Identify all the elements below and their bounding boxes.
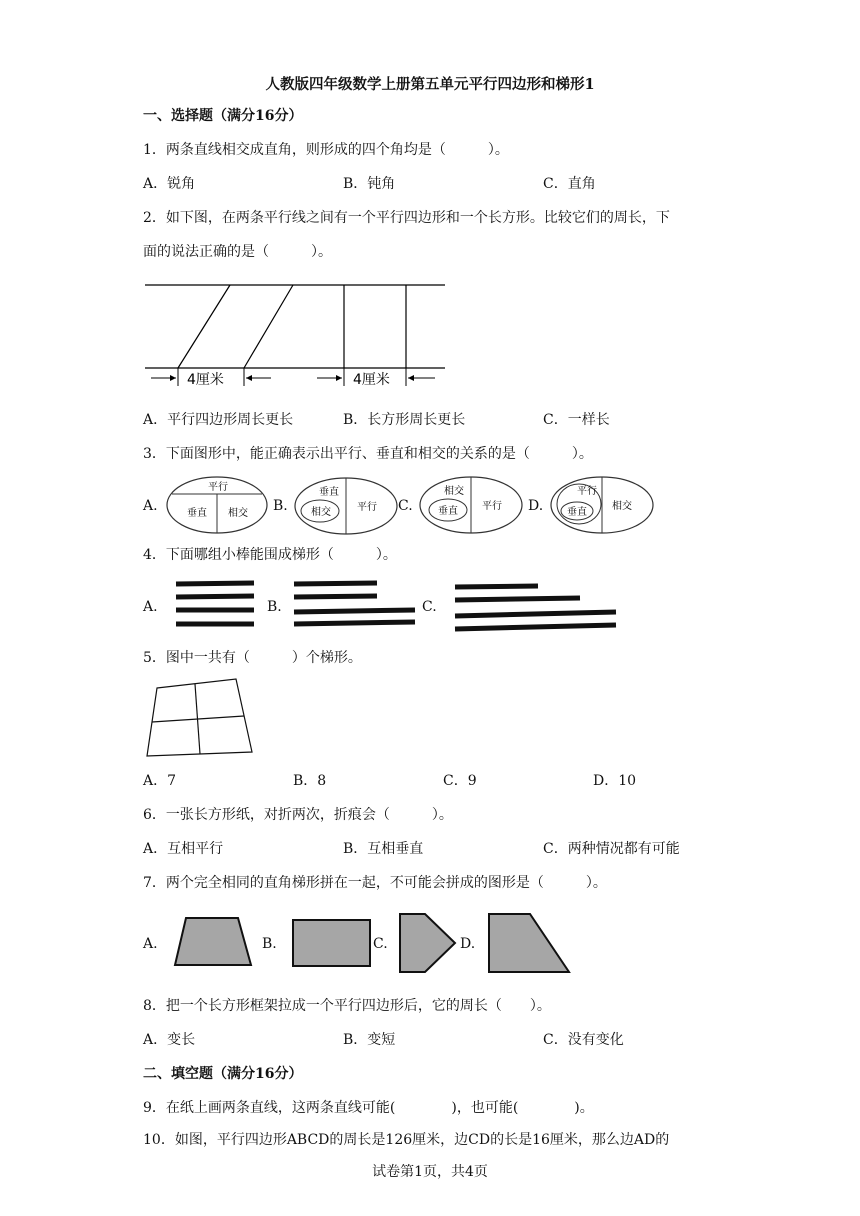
q3a-word-perp: 垂直 [187,508,207,519]
q7-shape-pentagon [397,911,459,975]
q7-shape-rectangle [290,917,374,969]
q3d-word-parallel: 平行 [577,486,597,497]
q7-shape-trapezoid [172,915,254,969]
q4-sticks-c [450,578,620,636]
dimension-label-left: 4厘米 [187,372,224,388]
parallel-lines-figure [143,276,448,394]
section-heading-fill: 二、填空题（满分16分） [143,1066,303,1082]
dimension-label-right: 4厘米 [353,372,390,388]
q3-diagram-d [549,474,656,536]
question-6: 6．一张长方形纸，对折两次，折痕会（ ）。 [143,807,453,823]
q8-option-b[interactable]: B．变短 [343,1032,396,1048]
q8-option-a[interactable]: A．变长 [143,1032,196,1048]
question-2-line1: 2．如下图，在两条平行线之间有一个平行四边形和一个长方形。比较它们的周长，下 [143,210,670,226]
q3b-word-intersect: 相交 [311,507,331,518]
q3-diagram-b [293,476,400,536]
question-5: 5．图中一共有（ ）个梯形。 [143,650,362,666]
q1-option-c[interactable]: C．直角 [543,176,596,192]
q3d-word-intersect: 相交 [612,501,632,512]
q4-sticks-b [289,578,419,632]
question-3: 3．下面图形中，能正确表示出平行、垂直和相交的关系的是（ ）。 [143,446,593,462]
q3c-word-perp: 垂直 [438,506,458,517]
q3c-word-parallel: 平行 [482,501,502,512]
q5-option-b[interactable]: B．8 [293,773,327,789]
question-2-line2: 面的说法正确的是（ ）。 [143,244,332,260]
q5-trapezoid-figure [143,676,255,760]
q3b-word-parallel: 平行 [357,502,377,513]
q5-option-c[interactable]: C．9 [443,773,477,789]
q5-option-a[interactable]: A．7 [143,773,177,789]
q7-option-b-label[interactable]: B. [262,936,277,952]
q4-option-a-label[interactable]: A. [143,599,158,615]
page-footer: 试卷第1页，共4页 [372,1164,488,1180]
q3-diagram-c [418,474,525,536]
q3-option-d-label[interactable]: D. [528,498,544,514]
q2-option-c[interactable]: C．一样长 [543,412,610,428]
q3d-word-perp: 垂直 [567,507,587,518]
q6-option-c[interactable]: C．两种情况都有可能 [543,841,680,857]
question-7: 7．两个完全相同的直角梯形拼在一起，不可能会拼成的图形是（ ）。 [143,875,607,891]
question-9: 9．在纸上画两条直线，这两条直线可能( )，也可能( )。 [143,1100,594,1116]
q7-option-a-label[interactable]: A. [143,936,158,952]
q3b-word-perp: 垂直 [319,487,339,498]
question-1: 1．两条直线相交成直角，则形成的四个角均是（ ）。 [143,142,509,158]
q4-sticks-a [170,578,260,632]
q3-option-b-label[interactable]: B. [273,498,288,514]
q3-option-a-label[interactable]: A. [143,498,158,514]
q3-diagram-a [165,474,270,536]
q3a-word-intersect: 相交 [228,508,248,519]
q4-option-b-label[interactable]: B. [267,599,282,615]
question-8: 8．把一个长方形框架拉成一个平行四边形后，它的周长（ ）。 [143,998,551,1014]
page-title: 人教版四年级数学上册第五单元平行四边形和梯形1 [265,76,595,93]
q1-option-b[interactable]: B．钝角 [343,176,396,192]
q1-option-a[interactable]: A．锐角 [143,176,196,192]
q2-option-b[interactable]: B．长方形周长更长 [343,412,466,428]
q3c-word-intersect: 相交 [444,486,464,497]
question-10: 10．如图，平行四边形ABCD的周长是126厘米，边CD的长是16厘米，那么边AD的 [143,1132,670,1148]
q3-option-c-label[interactable]: C. [398,498,413,514]
q5-option-d[interactable]: D．10 [593,773,637,789]
section-heading-choice: 一、选择题（满分16分） [143,108,303,124]
q4-option-c-label[interactable]: C. [422,599,437,615]
q2-option-a[interactable]: A．平行四边形周长更长 [143,412,294,428]
q6-option-b[interactable]: B．互相垂直 [343,841,424,857]
q6-option-a[interactable]: A．互相平行 [143,841,224,857]
q7-option-c-label[interactable]: C. [373,936,388,952]
q7-option-d-label[interactable]: D. [460,936,476,952]
question-4: 4．下面哪组小棒能围成梯形（ ）。 [143,547,397,563]
q7-shape-right-trapezoid [486,911,572,975]
q3a-word-parallel: 平行 [208,482,228,493]
q8-option-c[interactable]: C．没有变化 [543,1032,624,1048]
